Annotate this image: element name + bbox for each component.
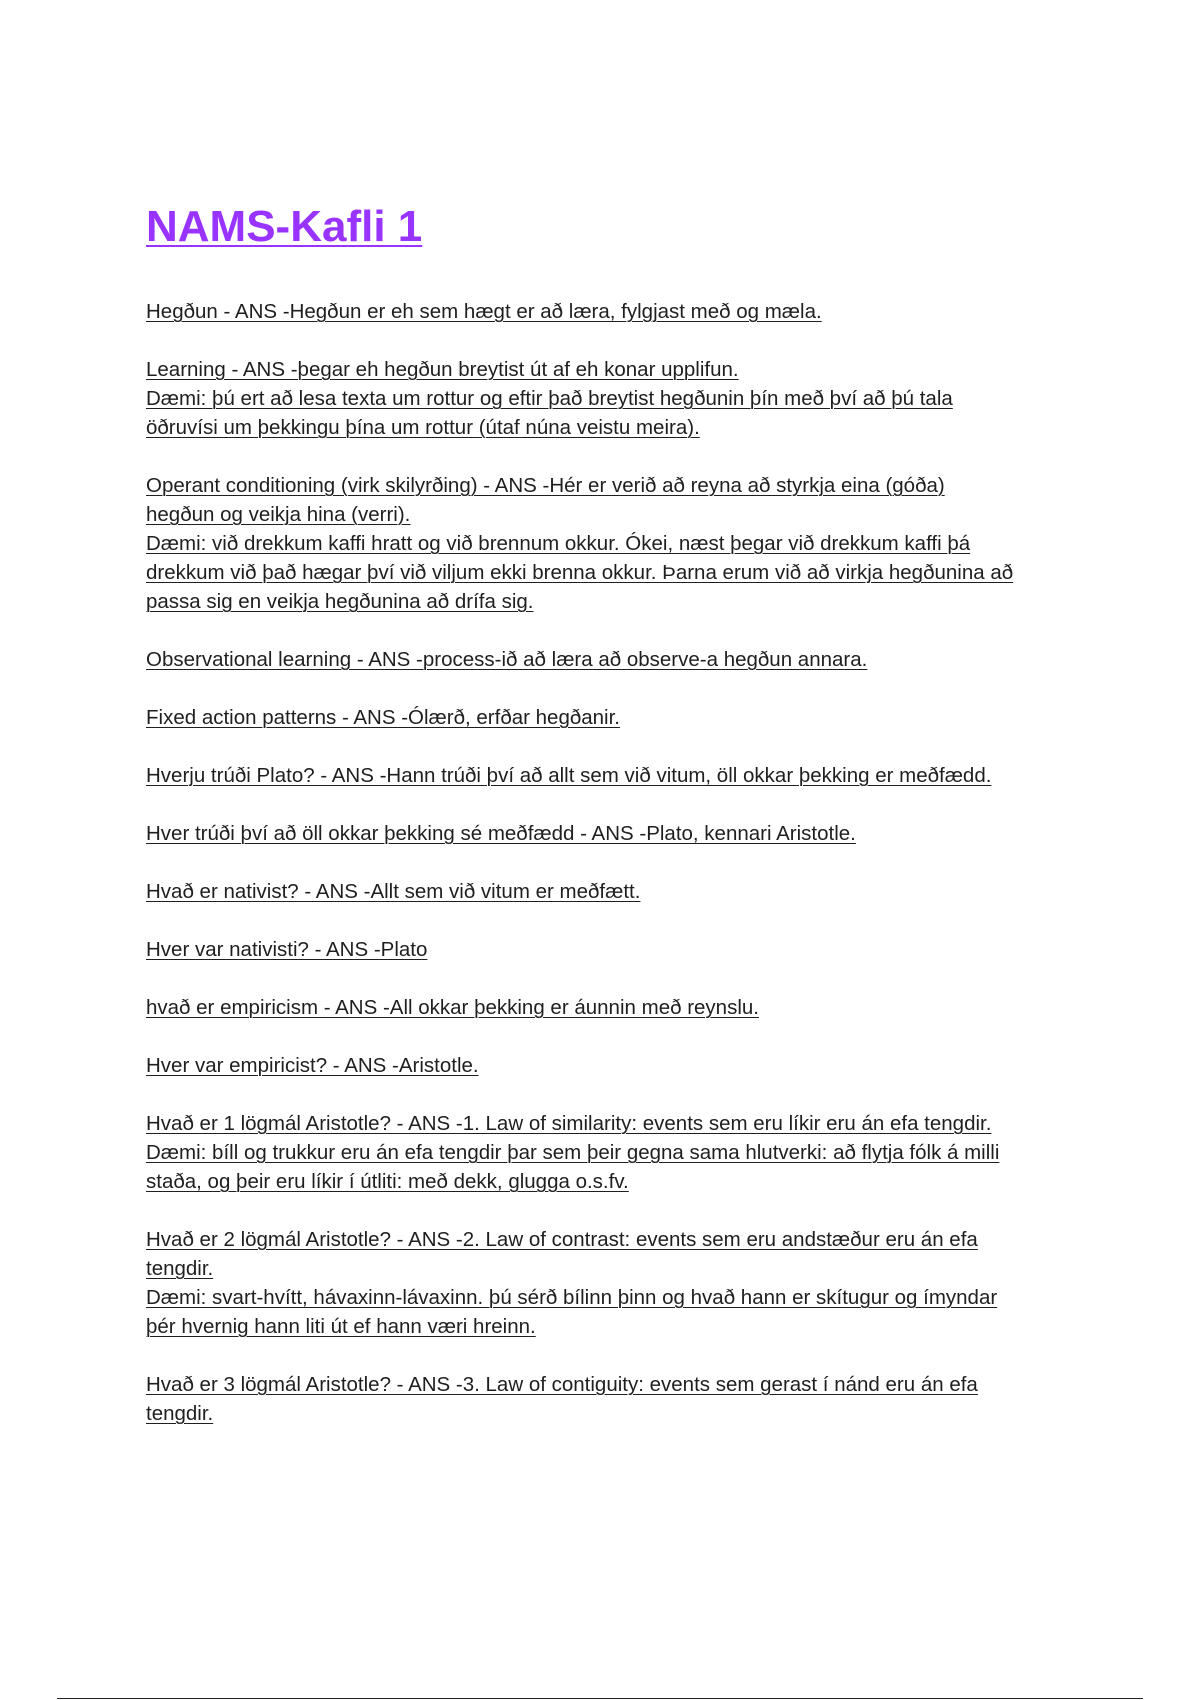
entry-line: Hver trúði því að öll okkar þekking sé meðfædd - ANS -Plato, kennari Aristotle. [146, 822, 856, 845]
entry-line: tengdir. [146, 1257, 214, 1280]
entry-line: Hvað er 3 lögmál Aristotle? - ANS -3. Law of contiguity: events sem gerast í nánd eru án efa [146, 1373, 978, 1396]
entry-line: Hvað er 1 lögmál Aristotle? - ANS -1. Law of similarity: events sem eru líkir eru án efa tengdir. [146, 1112, 992, 1135]
flashcard-entry [146, 761, 1091, 790]
flashcard-entry [146, 877, 1091, 906]
entry-line: Hegðun - ANS -Hegðun er eh sem hægt er að læra, fylgjast með og mæla. [146, 300, 822, 323]
entry-line: Hver var nativisti? - ANS -Plato [146, 938, 428, 961]
flashcard-entry [146, 993, 1091, 1022]
flashcard-entry [146, 935, 1091, 964]
flashcard-entry [146, 819, 1091, 848]
flashcard-entry [146, 355, 1091, 442]
flashcard-list [146, 297, 1091, 1457]
flashcard-entry [146, 471, 1091, 616]
entry-line: passa sig en veikja hegðunina að drífa sig. [146, 590, 534, 613]
entry-line: Operant conditioning (virk skilyrðing) - ANS -Hér er verið að reyna að styrkja eina (góða) [146, 474, 945, 497]
entry-line: öðruvísi um þekkingu þína um rottur (útaf núna veistu meira). [146, 416, 700, 439]
entry-line: Observational learning - ANS -process-ið að læra að observe-a hegðun annara. [146, 648, 868, 671]
entry-line: Hverju trúði Plato? - ANS -Hann trúði því að allt sem við vitum, öll okkar þekking er meðfædd. [146, 764, 992, 787]
flashcard-entry [146, 1051, 1091, 1080]
footer-divider [57, 1698, 1143, 1699]
entry-line: tengdir. [146, 1402, 214, 1425]
entry-line: þér hvernig hann liti út ef hann væri hreinn. [146, 1315, 536, 1338]
flashcard-entry [146, 1370, 1091, 1428]
entry-line: Hvað er 2 lögmál Aristotle? - ANS -2. Law of contrast: events sem eru andstæður eru án efa [146, 1228, 978, 1251]
entry-line: hegðun og veikja hina (verri). [146, 503, 411, 526]
entry-line: Learning - ANS -þegar eh hegðun breytist út af eh konar upplifun. [146, 358, 739, 381]
flashcard-entry [146, 645, 1091, 674]
entry-line: Dæmi: þú ert að lesa texta um rottur og eftir það breytist hegðunin þín með því að þú tala [146, 387, 953, 410]
page-title: NAMS-Kafli 1 [146, 202, 423, 251]
entry-line: drekkum við það hægar því við viljum ekki brenna okkur. Þarna erum við að virkja hegðunina að [146, 561, 1014, 584]
entry-line: Dæmi: við drekkum kaffi hratt og við brennum okkur. Ókei, næst þegar við drekkum kaffi þá [146, 532, 971, 555]
flashcard-entry [146, 703, 1091, 732]
flashcard-entry [146, 1109, 1091, 1196]
entry-line: Dæmi: svart-hvítt, hávaxinn-lávaxinn. þú sérð bílinn þinn og hvað hann er skítugur og ímyndar [146, 1286, 998, 1309]
entry-line: Dæmi: bíll og trukkur eru án efa tengdir þar sem þeir gegna sama hlutverki: að flytja fólk á milli [146, 1141, 1000, 1164]
entry-line: Fixed action patterns - ANS -Ólærð, erfðar hegðanir. [146, 706, 621, 729]
entry-line: hvað er empiricism - ANS -All okkar þekking er áunnin með reynslu. [146, 996, 759, 1019]
flashcard-entry [146, 1225, 1091, 1341]
entry-line: Hvað er nativist? - ANS -Allt sem við vitum er meðfætt. [146, 880, 641, 903]
entry-line: staða, og þeir eru líkir í útliti: með dekk, glugga o.s.fv. [146, 1170, 629, 1193]
flashcard-entry [146, 297, 1091, 326]
entry-line: Hver var empiricist? - ANS -Aristotle. [146, 1054, 479, 1077]
